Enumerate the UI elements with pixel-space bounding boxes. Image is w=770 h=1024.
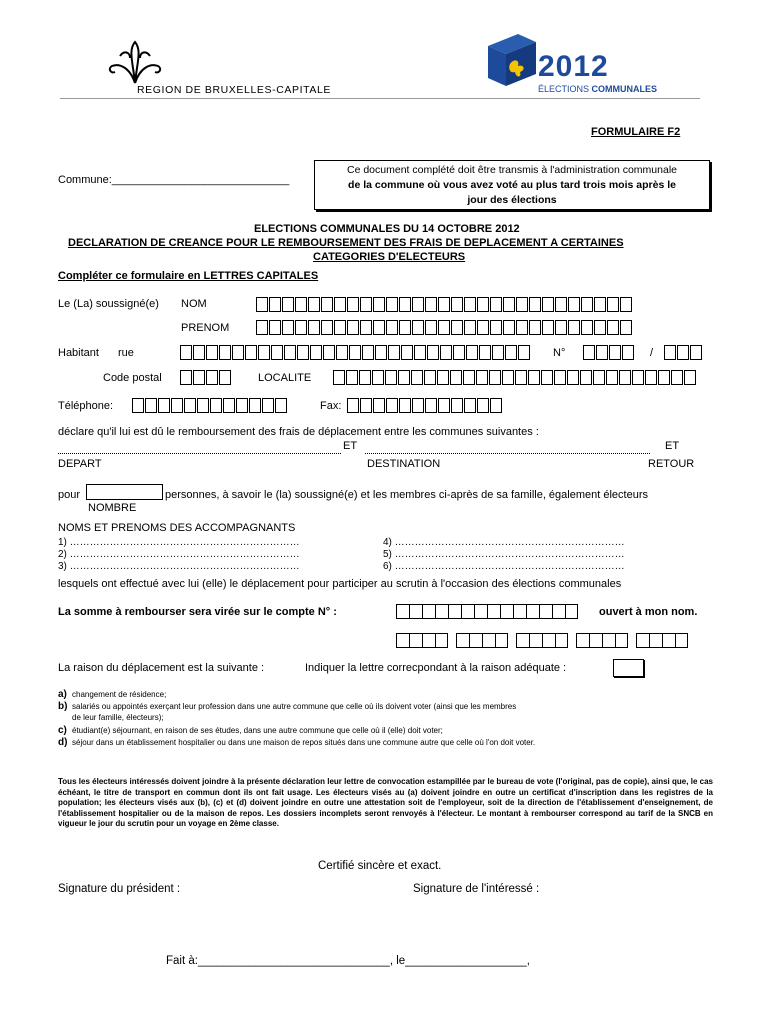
accompagnant-3[interactable]: 3) …………………………………………………………… (58, 561, 300, 572)
notice-line2: de la commune où vous avez voté au plus tard trois mois après le (348, 179, 676, 191)
char-box[interactable] (607, 297, 619, 312)
char-box[interactable] (197, 398, 209, 413)
char-box[interactable] (262, 398, 274, 413)
nombre-input[interactable] (86, 484, 163, 500)
notice-line3: jour des élections (467, 194, 557, 206)
char-box[interactable] (396, 633, 409, 648)
char-box[interactable] (180, 345, 192, 360)
char-box[interactable] (372, 370, 384, 385)
char-box[interactable] (437, 370, 449, 385)
char-box[interactable] (636, 633, 649, 648)
char-box[interactable] (360, 297, 372, 312)
char-box[interactable] (236, 398, 248, 413)
char-box[interactable] (362, 345, 374, 360)
notice-box (314, 160, 710, 210)
char-box[interactable] (542, 633, 555, 648)
code-postal-input[interactable] (180, 370, 232, 385)
char-box[interactable] (438, 320, 450, 335)
char-box[interactable] (516, 633, 529, 648)
char-box[interactable] (456, 633, 469, 648)
char-box[interactable] (675, 633, 688, 648)
char-box-group[interactable] (396, 604, 578, 619)
char-box[interactable] (347, 297, 359, 312)
char-box[interactable] (282, 320, 294, 335)
char-box[interactable] (490, 297, 502, 312)
char-box[interactable] (347, 398, 359, 413)
numero-input[interactable] (583, 345, 635, 360)
signature-president-label: Signature du président : (58, 883, 181, 895)
char-box[interactable] (336, 345, 348, 360)
char-box[interactable] (346, 370, 358, 385)
char-box[interactable] (435, 604, 448, 619)
char-box[interactable] (632, 370, 644, 385)
char-box[interactable] (516, 297, 528, 312)
raison-text-a: changement de résidence; (72, 690, 167, 699)
logo-sub (538, 84, 657, 94)
char-box[interactable] (542, 320, 554, 335)
char-box[interactable] (223, 398, 235, 413)
certifie-text: Certifié sincère et exact. (318, 860, 442, 872)
nom-label: NOM (181, 298, 207, 310)
char-box-group[interactable] (396, 633, 448, 648)
char-box[interactable] (568, 297, 580, 312)
char-box[interactable] (310, 345, 322, 360)
char-box[interactable] (409, 633, 422, 648)
char-box[interactable] (461, 604, 474, 619)
char-box[interactable] (373, 297, 385, 312)
elections-2012-logo (488, 34, 688, 98)
notice-line1: Ce document complété doit être transmis à l'administration communale (347, 164, 677, 176)
char-box[interactable] (583, 345, 595, 360)
char-box[interactable] (528, 370, 540, 385)
title-categories: CATEGORIES D'ELECTEURS (313, 251, 466, 263)
logo-year: 2012 (538, 50, 609, 83)
raison-input[interactable] (613, 659, 644, 677)
char-box[interactable] (469, 633, 482, 648)
char-box[interactable] (552, 604, 565, 619)
char-box[interactable] (258, 345, 270, 360)
raison-letter-b: b) (58, 701, 68, 712)
char-box[interactable] (554, 370, 566, 385)
char-box-group[interactable] (516, 633, 568, 648)
char-box[interactable] (555, 320, 567, 335)
char-box[interactable] (206, 370, 218, 385)
char-box[interactable] (477, 297, 489, 312)
accompagnant-2[interactable]: 2) …………………………………………………………… (58, 549, 300, 560)
char-box[interactable] (690, 345, 702, 360)
habitant-label: Habitant (58, 347, 99, 359)
char-box[interactable] (594, 297, 606, 312)
char-box[interactable] (529, 297, 541, 312)
char-box[interactable] (594, 320, 606, 335)
char-box[interactable] (398, 370, 410, 385)
char-box[interactable] (589, 633, 602, 648)
localite-input[interactable] (333, 370, 697, 385)
char-box[interactable] (474, 604, 487, 619)
raison-label: La raison du déplacement est la suivante : (58, 662, 265, 674)
char-box[interactable] (386, 320, 398, 335)
char-box[interactable] (489, 370, 501, 385)
char-box[interactable] (451, 297, 463, 312)
accompagnants-title: NOMS ET PRENOMS DES ACCOMPAGNANTS (58, 522, 296, 534)
char-box[interactable] (359, 370, 371, 385)
char-box[interactable] (677, 345, 689, 360)
char-box[interactable] (503, 297, 515, 312)
retour-label: RETOUR (648, 458, 695, 470)
char-box[interactable] (529, 633, 542, 648)
char-box[interactable] (388, 345, 400, 360)
char-box[interactable] (193, 370, 205, 385)
char-box[interactable] (219, 370, 231, 385)
char-box[interactable] (399, 320, 411, 335)
char-box[interactable] (412, 398, 424, 413)
char-box[interactable] (438, 297, 450, 312)
char-box[interactable] (453, 345, 465, 360)
raison-text-b-cont: de leur famille, électeurs); (72, 713, 164, 722)
char-box[interactable] (219, 345, 231, 360)
prenom-label: PRENOM (181, 322, 230, 334)
char-box[interactable] (424, 370, 436, 385)
char-box[interactable] (321, 320, 333, 335)
char-box[interactable] (401, 345, 413, 360)
char-box[interactable] (275, 398, 287, 413)
char-box[interactable] (333, 370, 345, 385)
signature-interesse-label: Signature de l'intéressé : (413, 883, 540, 895)
char-box[interactable] (664, 345, 676, 360)
char-box[interactable] (555, 297, 567, 312)
char-box[interactable] (615, 633, 628, 648)
char-box-group[interactable] (636, 633, 688, 648)
telephone-input[interactable] (132, 398, 288, 413)
char-box[interactable] (396, 604, 409, 619)
char-box[interactable] (249, 398, 261, 413)
char-box[interactable] (284, 345, 296, 360)
boite-input[interactable] (664, 345, 703, 360)
raison-text-c: étudiant(e) séjournant, en raison de ses études, dans une autre commune que celle où il (elle) doit voter; (72, 726, 443, 735)
slash-label: / (650, 347, 654, 359)
char-box[interactable] (513, 604, 526, 619)
brussels-iris-logo-icon (100, 38, 170, 88)
header-rule (60, 98, 700, 99)
char-box[interactable] (269, 320, 281, 335)
char-box[interactable] (464, 398, 476, 413)
personnes-text: personnes, à savoir le (la) soussigné(e) et les membres ci-après de sa famille, également électeurs (165, 489, 648, 501)
char-box[interactable] (542, 297, 554, 312)
char-box[interactable] (492, 345, 504, 360)
char-box[interactable] (375, 345, 387, 360)
char-box[interactable] (649, 633, 662, 648)
char-box[interactable] (451, 398, 463, 413)
char-box[interactable] (684, 370, 696, 385)
destination-field[interactable] (365, 440, 650, 454)
destination-label: DESTINATION (367, 458, 441, 470)
rue-label: rue (118, 347, 134, 359)
raison-letter-a: a) (58, 689, 67, 700)
char-box[interactable] (399, 398, 411, 413)
char-box[interactable] (308, 320, 320, 335)
char-box[interactable] (662, 633, 675, 648)
fait-a-line[interactable]: Fait à:______________________________, le___________________, (166, 955, 530, 967)
char-box[interactable] (386, 297, 398, 312)
char-box[interactable] (606, 370, 618, 385)
char-box[interactable] (411, 370, 423, 385)
char-box-group[interactable] (576, 633, 628, 648)
char-box[interactable] (425, 398, 437, 413)
char-box[interactable] (495, 633, 508, 648)
char-box[interactable] (180, 370, 192, 385)
char-box[interactable] (438, 398, 450, 413)
soussigne-label: Le (La) soussigné(e) (58, 298, 159, 310)
char-box[interactable] (565, 604, 578, 619)
char-box[interactable] (568, 320, 580, 335)
depart-field[interactable] (58, 440, 341, 454)
char-box[interactable] (477, 398, 489, 413)
fax-input[interactable] (347, 398, 503, 413)
char-box[interactable] (479, 345, 491, 360)
char-box[interactable] (451, 320, 463, 335)
title-declaration: DECLARATION DE CREANCE POUR LE REMBOURSEMENT DES FRAIS DE DEPLACEMENT A CERTAINES (68, 237, 624, 249)
char-box[interactable] (269, 297, 281, 312)
char-box[interactable] (505, 345, 517, 360)
char-box[interactable] (245, 345, 257, 360)
char-box[interactable] (487, 604, 500, 619)
char-box[interactable] (518, 345, 530, 360)
char-box[interactable] (620, 320, 632, 335)
char-box[interactable] (482, 633, 495, 648)
char-box[interactable] (334, 320, 346, 335)
char-box[interactable] (427, 345, 439, 360)
nombre-label: NOMBRE (88, 502, 137, 514)
title-elections: ELECTIONS COMMUNALES DU 14 OCTOBRE 2012 (254, 223, 520, 235)
rue-input[interactable] (180, 345, 531, 360)
char-box[interactable] (399, 297, 411, 312)
char-box[interactable] (448, 604, 461, 619)
char-box[interactable] (145, 398, 157, 413)
char-box[interactable] (334, 297, 346, 312)
char-box[interactable] (412, 320, 424, 335)
accompagnant-6[interactable]: 6) …………………………………………………………… (383, 561, 625, 572)
title-instruction: Compléter ce formulaire en LETTRES CAPITALES (58, 270, 319, 282)
char-box[interactable] (466, 345, 478, 360)
char-box[interactable] (323, 345, 335, 360)
localite-label: LOCALITE (258, 372, 312, 384)
accompagnant-5[interactable]: 5) …………………………………………………………… (383, 549, 625, 560)
accompagnant-4[interactable]: 4) …………………………………………………………… (383, 537, 625, 548)
char-box[interactable] (622, 345, 634, 360)
char-box[interactable] (477, 320, 489, 335)
char-box[interactable] (581, 297, 593, 312)
notice-paragraph: Tous les électeurs intéressés doivent joindre à la présente déclaration leur lettre de convocation estampillée par le bureau de vote (l'original, pas de copie), ainsi que, le cas échéant, le titre de transport en commun dont ils ont fait usage. Les électeurs visés au (a) doivent joindre en outre un certificat d'inscription dans les registres de la population; les électeurs visés aux (b), (c) et (d) doivent joindre en outre une attestation soit de l'employeur, soit de la direction de l'établissement d'enseignement, de l'établissement hospitalier ou de la maison de repos. Les dossiers incomplets seront renvoyés à l'électeur. Le montant à rembourser correspond au tarif de la SNCB en vigueur le jour du scrutin pour un voyage en 2ème classe. (58, 777, 713, 828)
char-box[interactable] (308, 297, 320, 312)
char-box[interactable] (658, 370, 670, 385)
char-box[interactable] (581, 320, 593, 335)
char-box[interactable] (256, 320, 268, 335)
char-box[interactable] (567, 370, 579, 385)
char-box[interactable] (555, 633, 568, 648)
char-box[interactable] (515, 370, 527, 385)
accompagnant-1[interactable]: 1) …………………………………………………………… (58, 537, 300, 548)
char-box[interactable] (373, 398, 385, 413)
numero-label: N° (553, 347, 566, 359)
char-box[interactable] (414, 345, 426, 360)
char-box[interactable] (464, 320, 476, 335)
char-box[interactable] (464, 297, 476, 312)
char-box[interactable] (386, 398, 398, 413)
form-code: FORMULAIRE F2 (591, 126, 681, 138)
char-box[interactable] (425, 320, 437, 335)
char-box[interactable] (132, 398, 144, 413)
char-box[interactable] (297, 345, 309, 360)
char-box[interactable] (490, 320, 502, 335)
char-box[interactable] (184, 398, 196, 413)
ballot-box-icon (488, 34, 536, 86)
char-box[interactable] (282, 297, 294, 312)
char-box[interactable] (440, 345, 452, 360)
char-box[interactable] (645, 370, 657, 385)
region-name: REGION DE BRUXELLES-CAPITALE (137, 84, 331, 96)
char-box[interactable] (529, 320, 541, 335)
char-box[interactable] (500, 604, 513, 619)
char-box[interactable] (295, 297, 307, 312)
raison-letter-c: c) (58, 725, 67, 736)
char-box[interactable] (490, 398, 502, 413)
char-box[interactable] (295, 320, 307, 335)
char-box[interactable] (271, 345, 283, 360)
char-box[interactable] (422, 604, 435, 619)
char-box[interactable] (502, 370, 514, 385)
char-box[interactable] (476, 370, 488, 385)
iban-input[interactable] (396, 633, 696, 648)
char-box[interactable] (349, 345, 361, 360)
compte-input[interactable] (396, 604, 586, 619)
char-box[interactable] (620, 297, 632, 312)
char-box[interactable] (206, 345, 218, 360)
raison-text-d: séjour dans un établissement hospitalier ou dans une maison de repos situés dans une commune autre que celle où l'on doit voter. (72, 738, 536, 747)
char-box[interactable] (609, 345, 621, 360)
char-box[interactable] (232, 345, 244, 360)
char-box[interactable] (412, 297, 424, 312)
char-box[interactable] (409, 604, 422, 619)
indiquer-label: Indiquer la lettre correcpondant à la raison adéquate : (305, 662, 567, 674)
nom-input[interactable] (256, 297, 633, 312)
char-box[interactable] (373, 320, 385, 335)
code-postal-label: Code postal (103, 372, 162, 384)
char-box[interactable] (385, 370, 397, 385)
char-box[interactable] (256, 297, 268, 312)
char-box[interactable] (539, 604, 552, 619)
char-box[interactable] (619, 370, 631, 385)
char-box[interactable] (580, 370, 592, 385)
char-box[interactable] (541, 370, 553, 385)
char-box[interactable] (425, 297, 437, 312)
logo-sub-communales: COMMUNALES (591, 84, 658, 94)
char-box[interactable] (171, 398, 183, 413)
et-label-1: ET (343, 440, 358, 452)
char-box[interactable] (463, 370, 475, 385)
telephone-label: Téléphone: (58, 400, 114, 412)
raison-letter-d: d) (58, 737, 68, 748)
char-box-group[interactable] (456, 633, 508, 648)
char-box[interactable] (360, 398, 372, 413)
commune-label: Commune:_____________________________ (58, 174, 290, 186)
char-box[interactable] (193, 345, 205, 360)
somme-label: La somme à rembourser sera virée sur le compte N° : (58, 606, 337, 618)
char-box[interactable] (450, 370, 462, 385)
lesquels-text: lesquels ont effectué avec lui (elle) le déplacement pour participer au scrutin à l'occasion des élections communales (58, 578, 622, 590)
char-box[interactable] (321, 297, 333, 312)
char-box[interactable] (596, 345, 608, 360)
char-box[interactable] (210, 398, 222, 413)
et-label-2: ET (665, 440, 680, 452)
char-box[interactable] (503, 320, 515, 335)
logo-sub-elections: ÉLECTIONS (538, 84, 590, 94)
char-box[interactable] (435, 633, 448, 648)
char-box[interactable] (347, 320, 359, 335)
char-box[interactable] (422, 633, 435, 648)
depart-label: DEPART (58, 458, 102, 470)
prenom-input[interactable] (256, 320, 633, 335)
char-box[interactable] (526, 604, 539, 619)
char-box[interactable] (607, 320, 619, 335)
raison-text-b: salariés ou appointés exerçant leur profession dans une autre commune que celle où ils doivent voter (ainsi que les membres (72, 702, 517, 711)
char-box[interactable] (671, 370, 683, 385)
char-box[interactable] (516, 320, 528, 335)
ouvert-label: ouvert à mon nom. (599, 606, 698, 618)
char-box[interactable] (360, 320, 372, 335)
fax-label: Fax: (320, 400, 342, 412)
raison-list (58, 689, 535, 749)
char-box[interactable] (576, 633, 589, 648)
pour-label: pour (58, 489, 81, 501)
declare-text: déclare qu'il lui est dû le remboursement des frais de déplacement entre les communes suivantes : (58, 426, 539, 438)
char-box[interactable] (602, 633, 615, 648)
char-box[interactable] (593, 370, 605, 385)
char-box[interactable] (158, 398, 170, 413)
